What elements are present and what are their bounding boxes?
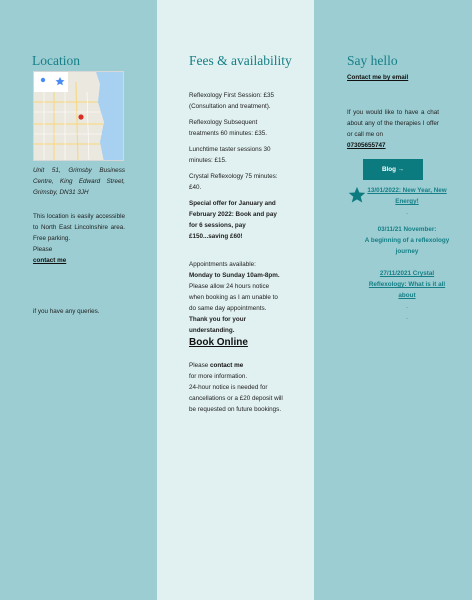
fees-list [189,90,285,415]
contact-me-link[interactable]: contact me [210,362,244,369]
fee-subsequent: Reflexology Subsequent treatments 60 minutes: £35. [189,119,268,137]
more-info-text: for more information. [189,373,248,380]
address: Unit 51, Grimsby Business Centre, King Edward Street, Grimsby, DN31 3JH [33,167,125,196]
notice-text: Please allow 24 hours notice when booking as I am unable to do same day appointments. [189,283,278,312]
appointments-label: Appointments available: [189,261,256,268]
access-text: This location is easily accessible to North East Lincolnshire area. Free parking. [33,213,125,242]
book-online-link[interactable]: Book Online [189,337,248,348]
blog-post-link[interactable]: 13/01/2022: New Year, New Energy! [367,187,447,205]
phone-link[interactable]: 07305655747 [347,142,386,149]
queries-text: if you have any queries. [33,308,100,315]
appointments-hours: Monday to Sunday 10am-8pm. [189,272,280,279]
chat-info [347,107,439,151]
fee-crystal: Crystal Reflexology 75 minutes: £40. [189,173,278,191]
blog-post-link[interactable]: 27/11/2021 Crystal Reflexology: What is it all about [368,270,446,299]
contact-email-link[interactable]: Contact me by email [347,74,409,81]
separator-dot: . [406,303,408,310]
hello-heading: Say hello [347,53,398,68]
map-graphic [34,72,124,161]
blog-button[interactable]: Blog → [363,159,423,180]
blog-post-title[interactable]: A beginning of a reflexology journey [364,237,450,255]
fees-heading: Fees & availability [189,53,292,68]
chat-text: If you would like to have a chat about any of the therapies I offer or call me on [347,109,439,138]
cancellation-text: 24-hour notice is needed for cancellations or a £20 deposit will be requested on future bookings. [189,384,283,413]
special-offer: Special offer for January and February 2022: Book and pay for 6 sessions, pay £150...saving £60! [189,200,277,240]
location-map[interactable] [33,71,124,161]
location-heading: Location [32,53,80,68]
fee-lunchtime: Lunchtime taster sessions 30 minutes: £15. [189,146,271,164]
thanks-text: Thank you for your understanding. [189,316,247,334]
contact-me-link[interactable]: contact me [33,257,67,264]
blog-posts [362,185,452,323]
fee-first-session: Reflexology First Session: £35 (Consultation and treatment). [189,92,275,110]
separator-dot: . [406,314,408,321]
separator-dot: . [406,209,408,216]
access-info [33,211,125,266]
blog-post-date: 03/11/21 November: [377,226,437,233]
please-text: Please [33,246,53,253]
please-text: Please [189,362,209,369]
